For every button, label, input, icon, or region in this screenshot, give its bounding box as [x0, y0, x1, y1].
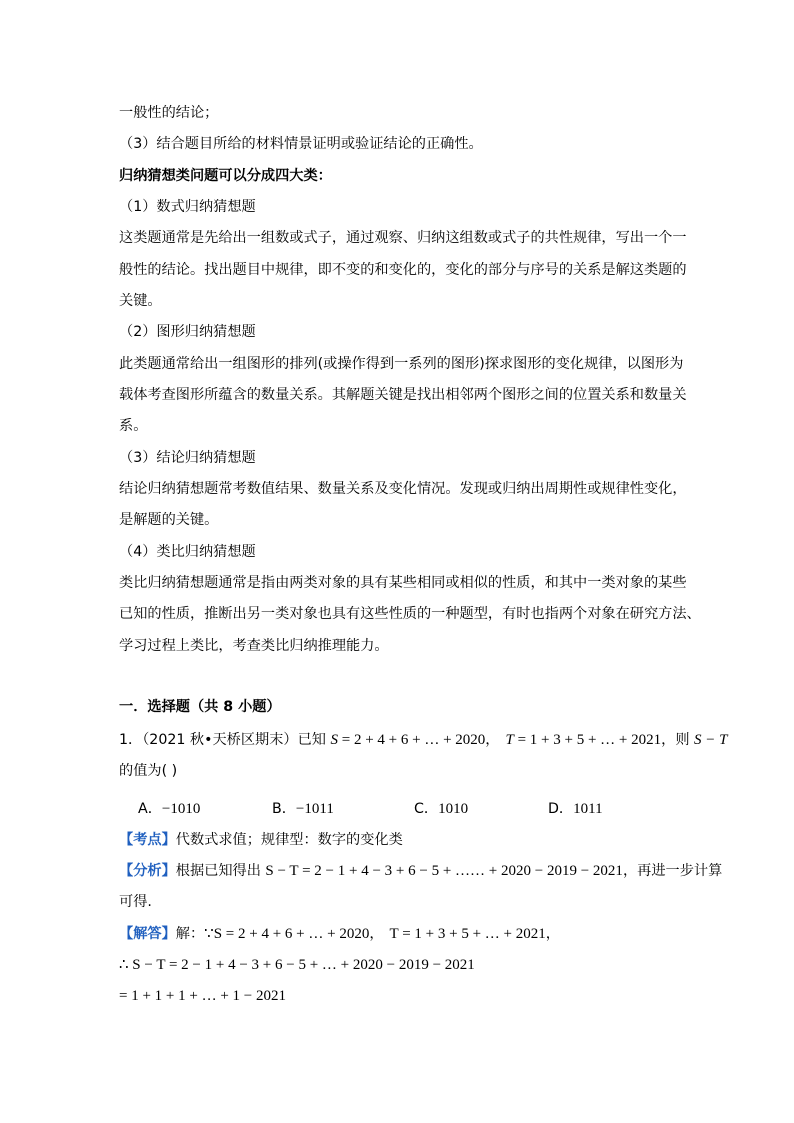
- intro-line-2: （3）结合题目所给的材料情景证明或验证结论的正确性。: [119, 136, 483, 152]
- question-1-stem-line-2: 的值为( ): [119, 763, 178, 779]
- category-4-text-3: 学习过程上类比，考查类比归纳推理能力。: [119, 638, 389, 654]
- category-3-text-2: 是解题的关键。: [119, 512, 219, 528]
- section-title: 一．选择题（共 8 小题）: [119, 699, 281, 715]
- fenxi-line-2: 可得.: [119, 894, 152, 910]
- category-1-text-3: 关键。: [119, 293, 162, 309]
- solution-step-1: ∴ S − T = 2 − 1 + 4 − 3 + 6 − 5 + … + 2020 − 2019 − 2021: [119, 957, 475, 973]
- fenxi-tag: 【分析】: [119, 863, 176, 879]
- jieda-line: 【解答】解：∵S = 2 + 4 + 6 + … + 2020， T = 1 + 3 + 5 + … + 2021，: [119, 926, 560, 942]
- question-1-target: S − T: [694, 732, 728, 748]
- category-4-text-2: 已知的性质，推断出另一类对象也具有这些性质的一种题型，有时也指两个对象在研究方法、: [119, 606, 701, 622]
- category-1-title: （1）数式归纳猜想题: [119, 199, 256, 215]
- option-c[interactable]: C．1010: [414, 801, 469, 817]
- question-1-prefix: 1．（2021 秋•天桥区期末）已知: [119, 732, 331, 748]
- jieda-expression-s: ∵S = 2 + 4 + 6 + … + 2020: [204, 926, 370, 942]
- option-b[interactable]: B．−1011: [272, 801, 334, 817]
- categories-heading: 归纳猜想类问题可以分成四大类：: [119, 168, 332, 184]
- category-3-text-1: 结论归纳猜想题常考数值结果、数量关系及变化情况。发现或归纳出周期性或规律性变化，: [119, 481, 687, 497]
- option-d[interactable]: D．1011: [548, 801, 603, 817]
- intro-line-1: 一般性的结论；: [119, 105, 219, 121]
- category-4-title: （4）类比归纳猜想题: [119, 544, 256, 560]
- solution-step-2: = 1 + 1 + 1 + … + 1 − 2021: [119, 988, 287, 1004]
- kaodian-line: [119, 830, 403, 850]
- jieda-tag: 【解答】: [119, 926, 176, 942]
- option-a[interactable]: A．−1010: [138, 801, 201, 817]
- category-1-text-1: 这类题通常是先给出一组数或式子，通过观察、归纳这组数或式子的共性规律，写出一个一: [119, 230, 687, 246]
- category-4-text-1: 类比归纳猜想题通常是指由两类对象的具有某些相同或相似的性质，和其中一类对象的某些: [119, 575, 687, 591]
- fenxi-expression: S − T = 2 − 1 + 4 − 3 + 6 − 5 + …… + 2020 − 2019 − 2021: [265, 863, 623, 879]
- category-2-title: （2）图形归纳猜想题: [119, 324, 256, 340]
- fenxi-line: 【分析】根据已知得出 S − T = 2 − 1 + 4 − 3 + 6 − 5 + …… + 2020 − 2019 − 2021，再进一步计算: [119, 863, 723, 879]
- kaodian-text: 代数式求值；规律型：数字的变化类: [175, 832, 403, 848]
- category-2-text-1: 此类题通常给出一组图形的排列(或操作得到一系列的图形)探求图形的变化规律，以图形为: [119, 356, 684, 372]
- question-1-s-expression: S = 2 + 4 + 6 + … + 2020: [330, 732, 486, 748]
- question-1-t-expression: T = 1 + 3 + 5 + … + 2021: [505, 732, 662, 748]
- question-1-stem: 1．（2021 秋•天桥区期末）已知 S = 2 + 4 + 6 + … + 2020， T = 1 + 3 + 5 + … + 2021，则 S − T: [119, 732, 728, 748]
- category-1-text-2: 般性的结论。找出题目中规律，即不变的和变化的，变化的部分与序号的关系是解这类题的: [119, 262, 687, 278]
- jieda-expression-t: T = 1 + 3 + 5 + … + 2021: [389, 926, 546, 942]
- kaodian-tag: 【考点】: [119, 832, 176, 848]
- category-2-text-2: 载体考查图形所蕴含的数量关系。其解题关键是找出相邻两个图形之间的位置关系和数量关: [119, 387, 687, 403]
- category-3-title: （3）结论归纳猜想题: [119, 450, 256, 466]
- category-2-text-3: 系。: [119, 418, 148, 434]
